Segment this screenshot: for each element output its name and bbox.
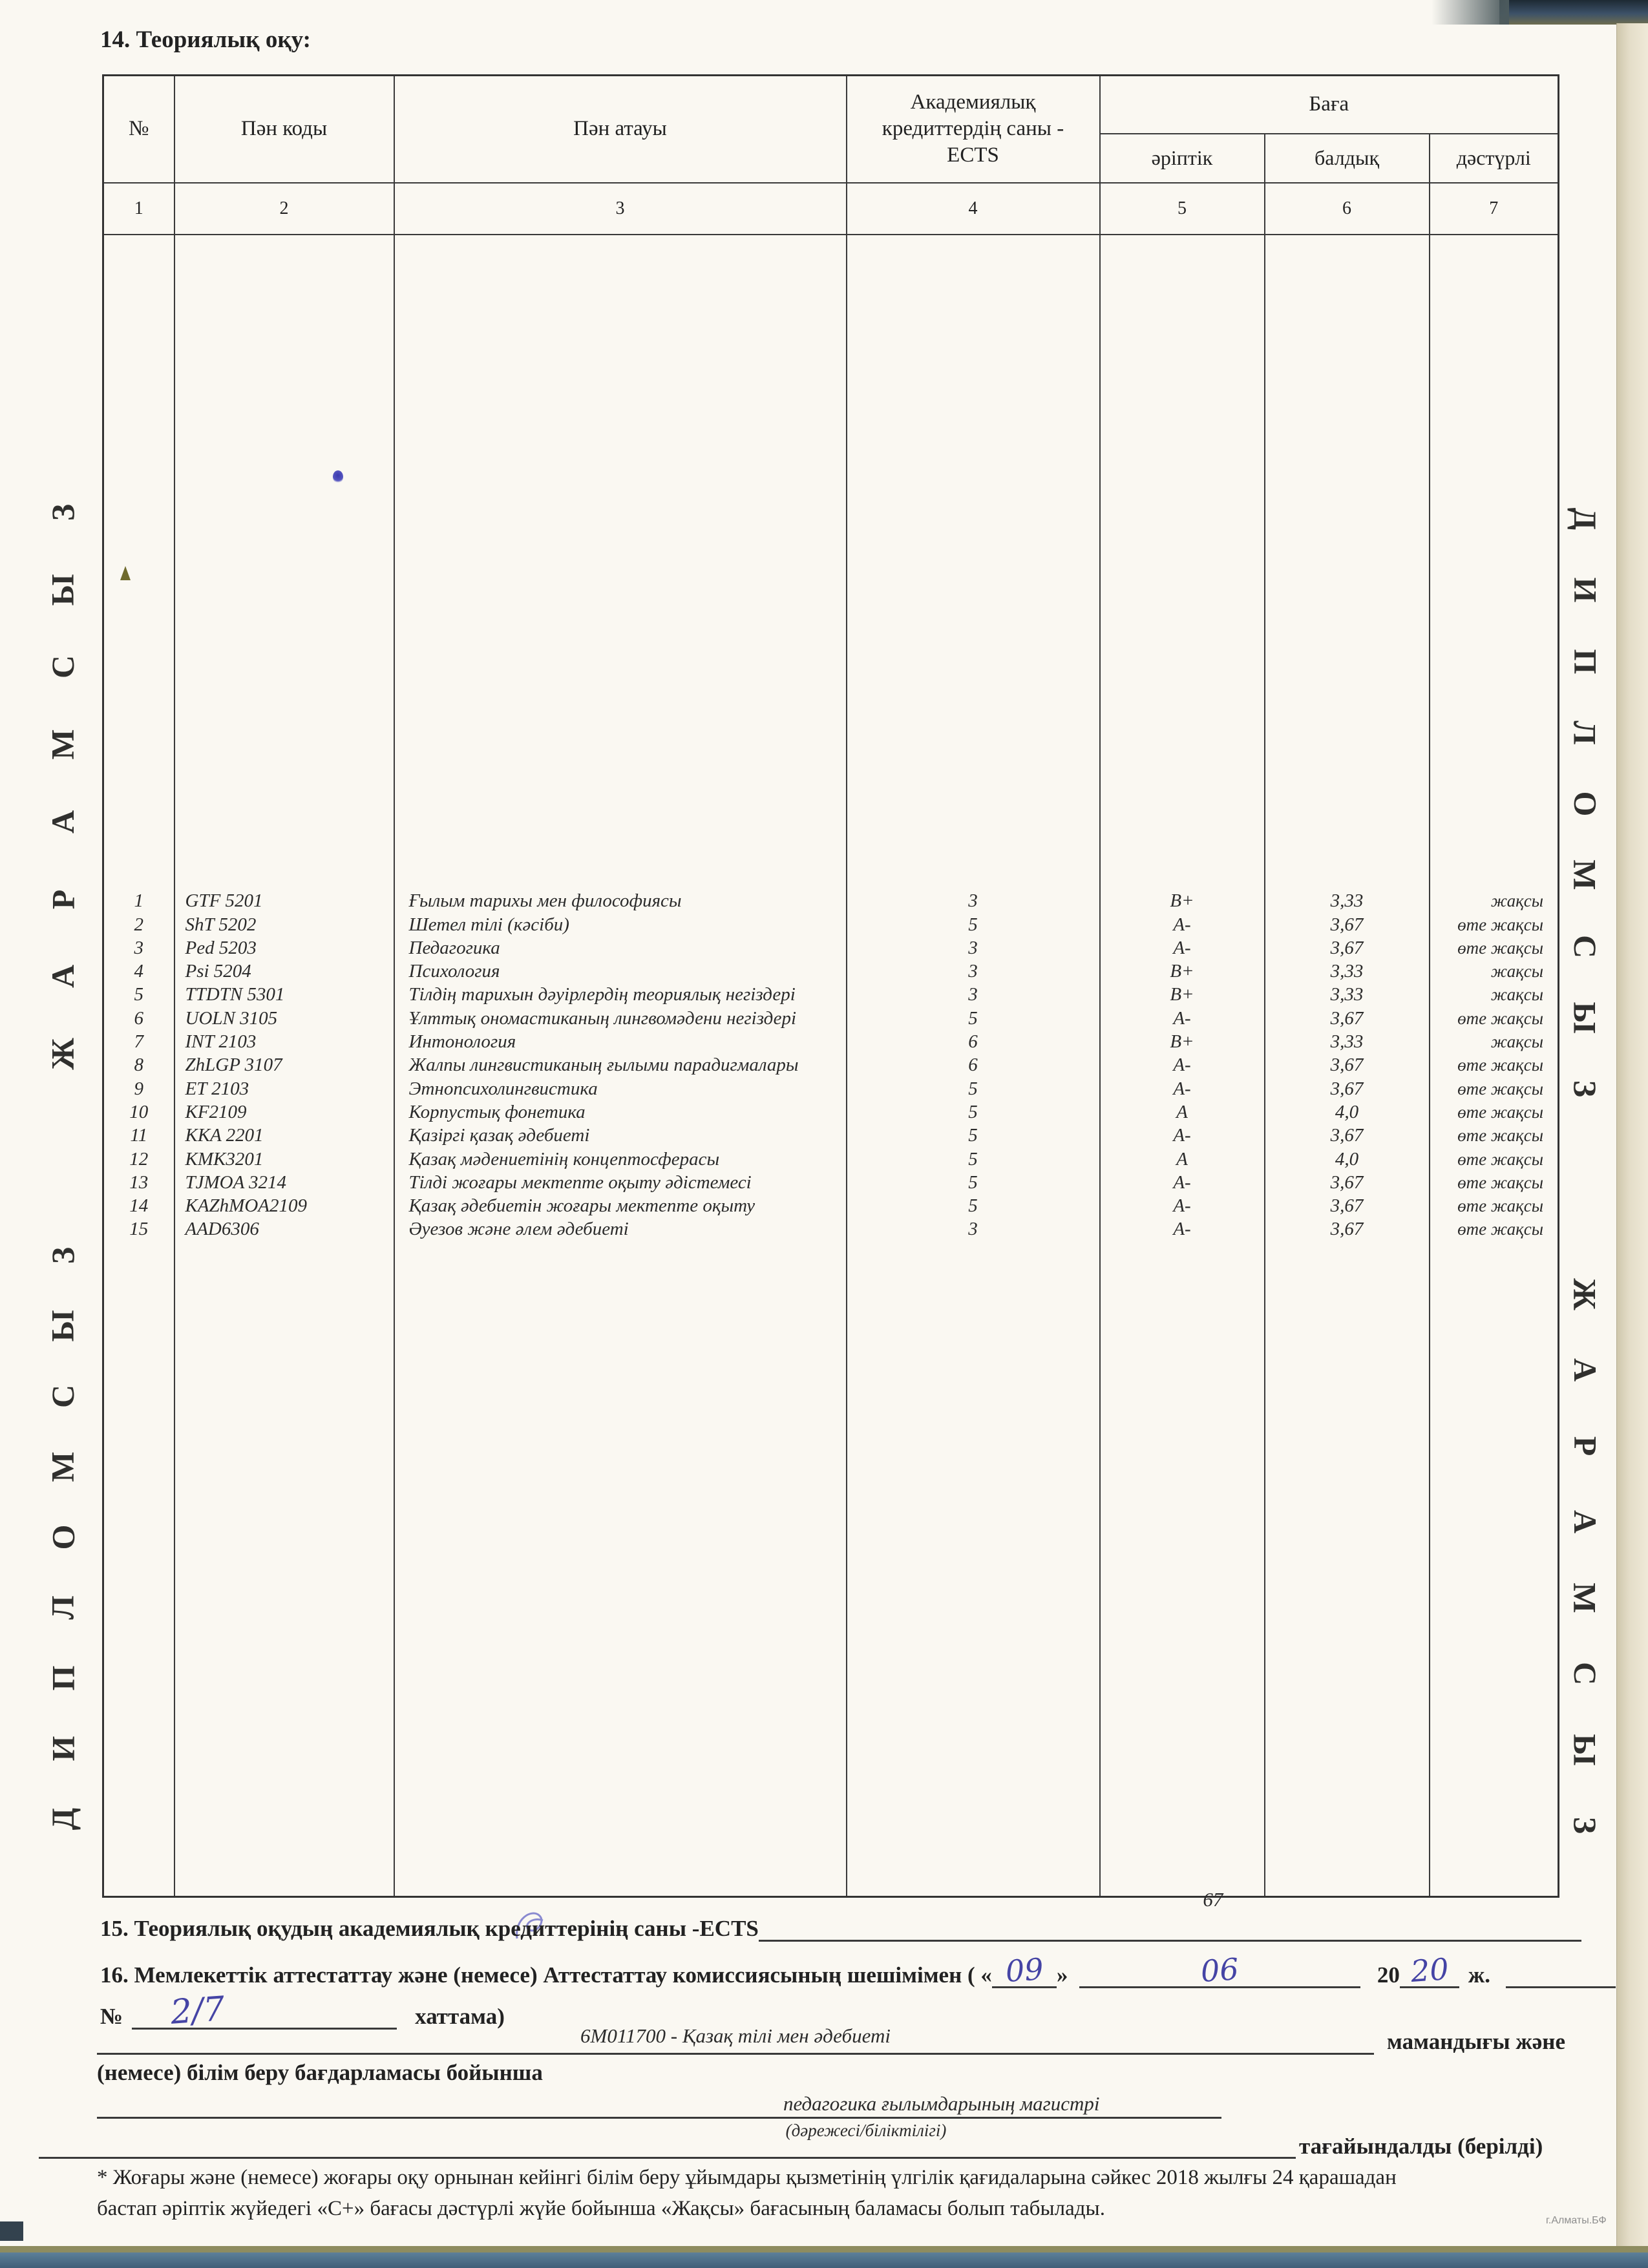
col-number: 3 xyxy=(394,183,847,235)
course-cell-traditional: өте жақсы xyxy=(1457,938,1544,958)
footnote-line2: бастап әріптік жүйедегі «С+» бағасы дәстүрлі жүйе бойынша «Жақсы» бағасының баламасы болып табылады. xyxy=(97,2197,1105,2220)
course-cell-letter: A- xyxy=(1173,914,1191,935)
course-cell-letter: A- xyxy=(1173,1171,1191,1193)
course-cell-code: KF2109 xyxy=(185,1101,247,1122)
watermark-letter: И xyxy=(45,1736,81,1761)
handwritten-day: 09 xyxy=(1004,1951,1044,1989)
course-cell-code: Psi 5204 xyxy=(185,961,251,982)
watermark-letter: А xyxy=(44,965,81,989)
course-cell-letter: A- xyxy=(1173,1078,1191,1099)
column-letter xyxy=(1100,235,1265,1897)
column-credits xyxy=(847,235,1100,1897)
course-cell-traditional: өте жақсы xyxy=(1457,1149,1544,1169)
course-cell-name: Қазақ мәдениетінің концептосферасы xyxy=(408,1148,720,1170)
course-cell-no: 4 xyxy=(134,961,143,982)
specialty-label: мамандығы және xyxy=(1387,2029,1565,2054)
watermark-letter: М xyxy=(1567,859,1603,890)
course-cell-credits: 5 xyxy=(968,914,978,935)
course-cell-letter: A- xyxy=(1173,1195,1191,1217)
course-cell-points: 4,0 xyxy=(1335,1148,1359,1170)
decision-day-line xyxy=(992,1953,1057,1988)
scan-artifact-right-edge xyxy=(1616,23,1648,2249)
course-cell-credits: 3 xyxy=(968,890,978,912)
course-cell-no: 5 xyxy=(134,984,143,1005)
course-cell-credits: 5 xyxy=(968,1148,978,1170)
col-number: 2 xyxy=(174,183,394,235)
scan-artifact-top-fade xyxy=(1431,0,1509,25)
course-cell-traditional: өте жақсы xyxy=(1457,1102,1544,1122)
ects-total-value: 67 xyxy=(1203,1888,1223,1911)
course-cell-name: Қазіргі қазақ әдебиеті xyxy=(408,1125,590,1146)
course-cell-traditional: жақсы xyxy=(1490,985,1544,1005)
watermark-letter: О xyxy=(1567,791,1603,817)
col-number: 5 xyxy=(1100,183,1265,235)
course-cell-no: 14 xyxy=(129,1195,149,1217)
course-cell-traditional: өте жақсы xyxy=(1457,1219,1544,1239)
scan-artifact-bottom-edge xyxy=(0,2252,1648,2268)
degree-text: педагогика ғылымдарының магистрі xyxy=(783,2092,1100,2115)
col-number: 1 xyxy=(103,183,174,235)
watermark-letter: Ы xyxy=(44,574,81,606)
course-cell-no: 7 xyxy=(134,1031,143,1053)
course-cell-credits: 6 xyxy=(968,1055,978,1076)
course-cell-traditional: жақсы xyxy=(1490,891,1544,911)
col-number: 4 xyxy=(847,183,1100,235)
watermark-letter: Ы xyxy=(1567,1002,1603,1034)
watermark-letter: А xyxy=(44,810,81,834)
course-cell-traditional: жақсы xyxy=(1490,1032,1544,1052)
course-cell-points: 3,67 xyxy=(1330,1195,1364,1217)
course-cell-traditional: өте жақсы xyxy=(1457,1172,1544,1192)
watermark-letter: Ы xyxy=(1567,1733,1603,1766)
watermark-letter: Л xyxy=(44,1595,81,1620)
course-cell-points: 3,33 xyxy=(1330,961,1364,982)
course-cell-code: TTDTN 5301 xyxy=(185,984,285,1005)
col-number: 6 xyxy=(1265,183,1430,235)
column-code xyxy=(174,235,394,1897)
course-cell-no: 8 xyxy=(134,1055,143,1076)
decision-month-line xyxy=(1079,1953,1360,1988)
course-cell-traditional: жақсы xyxy=(1490,961,1544,982)
trailing-line xyxy=(1506,1953,1616,1988)
watermark-letter: Ж xyxy=(1567,1278,1603,1310)
col-number: 7 xyxy=(1430,183,1559,235)
watermark-letter: Д xyxy=(1567,507,1603,530)
course-cell-letter: A xyxy=(1176,1101,1188,1122)
header-name: Пән атауы xyxy=(394,76,847,183)
course-cell-code: ET 2103 xyxy=(185,1078,249,1099)
watermark-letter: А xyxy=(1567,1510,1603,1534)
course-cell-no: 3 xyxy=(134,937,143,958)
course-cell-no: 13 xyxy=(129,1171,149,1193)
course-cell-points: 3,67 xyxy=(1330,1125,1364,1146)
course-cell-code: KAZhMOA2109 xyxy=(185,1195,307,1217)
course-cell-name: Шетел тілі (кәсіби) xyxy=(408,914,569,935)
course-cell-points: 3,67 xyxy=(1330,914,1364,935)
watermark-letter: С xyxy=(44,1384,81,1409)
watermark-letter: Р xyxy=(44,889,81,909)
course-cell-code: ShT 5202 xyxy=(185,914,257,935)
watermark-letter: З xyxy=(45,503,81,521)
column-name xyxy=(394,235,847,1897)
course-cell-points: 3,33 xyxy=(1330,984,1364,1005)
course-cell-no: 1 xyxy=(134,890,143,912)
watermark-letter: З xyxy=(45,1246,81,1265)
program-label: (немесе) білім беру бағдарламасы бойынша xyxy=(97,2060,543,2085)
footnote-line1: * Жоғары және (немесе) жоғары оқу орнынан кейінгі білім беру ұйымдары қызметінің үлгілік қағидаларына сәйкес 2018 жылғы 24 қарашадан xyxy=(97,2166,1397,2189)
scan-artifact-left-notch xyxy=(0,2221,23,2241)
course-cell-credits: 5 xyxy=(968,1101,978,1122)
course-cell-no: 2 xyxy=(134,914,143,935)
protocol-suffix: хаттама) xyxy=(415,2004,505,2029)
course-cell-traditional: өте жақсы xyxy=(1457,1126,1544,1146)
watermark-letter: М xyxy=(44,729,81,760)
course-cell-no: 6 xyxy=(134,1007,143,1029)
watermark-right-top xyxy=(1556,503,1614,1105)
course-cell-traditional: өте жақсы xyxy=(1457,1078,1544,1098)
column-points xyxy=(1265,235,1430,1897)
course-cell-points: 3,67 xyxy=(1330,1007,1364,1029)
watermark-letter: М xyxy=(1567,1582,1603,1613)
column-traditional xyxy=(1430,235,1559,1897)
course-cell-letter: B+ xyxy=(1170,890,1194,912)
degree-rule xyxy=(97,2092,1221,2119)
header-grade: Баға xyxy=(1100,76,1559,134)
course-cell-no: 12 xyxy=(129,1148,149,1170)
header-no: № xyxy=(103,76,174,183)
watermark-letter: И xyxy=(1567,577,1603,603)
course-cell-letter: A xyxy=(1176,1148,1188,1170)
course-cell-letter: B+ xyxy=(1170,1031,1194,1053)
watermark-letter: Ж xyxy=(44,1038,81,1070)
course-cell-credits: 3 xyxy=(968,984,978,1005)
watermark-letter: С xyxy=(44,655,81,679)
course-cell-credits: 5 xyxy=(968,1007,978,1029)
header-traditional: дәстүрлі xyxy=(1430,134,1559,183)
course-cell-code: ZhLGP 3107 xyxy=(185,1055,282,1076)
watermark-letter: З xyxy=(1567,1080,1603,1098)
course-cell-points: 3,33 xyxy=(1330,1031,1364,1053)
course-cell-name: Психология xyxy=(408,961,500,982)
course-cell-points: 3,67 xyxy=(1330,1171,1364,1193)
handwritten-protocol-no: 2/7 xyxy=(169,1990,226,2032)
course-cell-code: TJMOA 3214 xyxy=(185,1171,287,1193)
degree-caption: (дәрежесі/біліктілігі) xyxy=(785,2121,947,2140)
course-cell-name: Тілдің тарихын дәуірлердің теориялық негіздері xyxy=(408,984,796,1005)
course-cell-credits: 3 xyxy=(968,937,978,958)
watermark-letter: П xyxy=(45,1665,81,1691)
scan-artifact-top-edge xyxy=(1499,0,1648,25)
column-number-row xyxy=(103,183,1559,235)
course-cell-code: INT 2103 xyxy=(185,1031,257,1053)
year-prefix: 20 xyxy=(1377,1962,1400,1988)
watermark-letter: А xyxy=(1567,1358,1603,1382)
course-cell-points: 3,33 xyxy=(1330,890,1364,912)
ink-mark-row15 xyxy=(120,566,131,580)
course-cell-points: 3,67 xyxy=(1330,1219,1364,1240)
header-code: Пән коды xyxy=(174,76,394,183)
course-cell-credits: 5 xyxy=(968,1171,978,1193)
course-cell-code: KKA 2201 xyxy=(185,1125,264,1146)
watermark-left-bottom xyxy=(34,1239,92,1835)
course-cell-letter: A- xyxy=(1173,937,1191,958)
print-house-stamp: г.Алматы.БФ xyxy=(1546,2215,1607,2226)
course-cell-code: GTF 5201 xyxy=(185,890,263,912)
course-cell-credits: 5 xyxy=(968,1125,978,1146)
course-cell-credits: 3 xyxy=(968,961,978,982)
course-cell-name: Педагогика xyxy=(408,937,500,958)
watermark-letter: С xyxy=(1567,1662,1603,1686)
header-credits: Академиялық кредиттердің саны - ECTS xyxy=(847,76,1100,183)
specialty-code: 6М011700 - Қазақ тілі мен әдебиеті xyxy=(580,2024,891,2047)
watermark-left-top xyxy=(34,496,92,1070)
course-cell-letter: A- xyxy=(1173,1007,1191,1029)
course-cell-points: 3,67 xyxy=(1330,937,1364,958)
quote-close: » xyxy=(1056,1962,1068,1988)
watermark-letter: Д xyxy=(45,1807,81,1831)
table-body xyxy=(103,235,1559,1897)
watermark-letter: Ы xyxy=(44,1310,81,1342)
course-cell-no: 9 xyxy=(134,1078,143,1099)
assigned-label: тағайындалды (берілді) xyxy=(1299,2134,1543,2159)
course-cell-letter: A- xyxy=(1173,1125,1191,1146)
protocol-no-line xyxy=(132,1991,397,2030)
header-letter: әріптік xyxy=(1100,134,1265,183)
course-cell-no: 15 xyxy=(129,1219,149,1240)
course-cell-letter: A- xyxy=(1173,1219,1191,1240)
course-cell-no: 11 xyxy=(130,1125,148,1146)
section-title: 14. Теориялық оқу: xyxy=(100,26,311,53)
course-cell-name: Этнопсихолингвистика xyxy=(408,1078,598,1099)
course-cell-letter: B+ xyxy=(1170,984,1194,1005)
course-cell-code: KMK3201 xyxy=(185,1148,264,1170)
course-cell-no: 10 xyxy=(129,1101,149,1122)
watermark-letter: М xyxy=(44,1451,81,1482)
course-cell-name: Жалпы лингвистиканың ғылыми парадигмалары xyxy=(408,1055,799,1076)
course-cell-points: 3,67 xyxy=(1330,1078,1364,1099)
ects-total-line xyxy=(759,1888,1581,1942)
decision-year-line xyxy=(1400,1953,1459,1988)
column-no xyxy=(103,235,174,1897)
specialty-code-line-rule xyxy=(97,2026,1374,2055)
course-cell-traditional: өте жақсы xyxy=(1457,1008,1544,1028)
course-cell-name: Интонология xyxy=(408,1031,516,1053)
course-cell-code: AAD6306 xyxy=(185,1219,259,1240)
course-cell-name: Қазақ әдебиетін жоғары мектепте оқыту xyxy=(408,1195,755,1217)
course-cell-code: Ped 5203 xyxy=(185,937,257,958)
ects-total-label: 15. Теориялық оқудың академиялық кредиттерінің саны -ECTS xyxy=(100,1916,759,1941)
course-cell-points: 4,0 xyxy=(1335,1101,1359,1122)
course-cell-traditional: өте жақсы xyxy=(1457,1055,1544,1075)
watermark-letter: О xyxy=(45,1524,81,1550)
course-cell-name: Корпустық фонетика xyxy=(408,1101,586,1122)
assigned-rule xyxy=(39,2130,1296,2159)
header-points: балдық xyxy=(1265,134,1430,183)
protocol-no-label: № xyxy=(100,2004,123,2029)
year-suffix: ж. xyxy=(1468,1962,1490,1988)
course-cell-letter: A- xyxy=(1173,1055,1191,1076)
watermark-letter: П xyxy=(1567,649,1603,674)
course-cell-credits: 3 xyxy=(968,1219,978,1240)
course-cell-name: Әуезов және әлем әдебиеті xyxy=(408,1219,629,1240)
course-cell-points: 3,67 xyxy=(1330,1055,1364,1076)
watermark-letter: Л xyxy=(1567,720,1603,745)
course-cell-credits: 5 xyxy=(968,1078,978,1099)
watermark-letter: Р xyxy=(1567,1436,1603,1456)
course-cell-traditional: өте жақсы xyxy=(1457,914,1544,934)
course-cell-credits: 5 xyxy=(968,1195,978,1217)
ink-mark-row13 xyxy=(333,470,343,483)
watermark-letter: С xyxy=(1567,934,1603,958)
course-cell-name: Ұлттық ономастиканың лингвомәдени негіздері xyxy=(408,1007,797,1029)
watermark-right-bottom xyxy=(1556,1278,1614,1842)
commission-decision-label: 16. Мемлекеттік аттестаттау және (немесе) Аттестаттау комиссиясының шешімімен ( « xyxy=(100,1962,992,1988)
course-cell-traditional: өте жақсы xyxy=(1457,1196,1544,1216)
courses-table xyxy=(102,74,1559,1898)
course-cell-name: Тілді жоғары мектепте оқыту әдістемесі xyxy=(408,1171,752,1193)
course-cell-code: UOLN 3105 xyxy=(185,1007,278,1029)
course-cell-letter: B+ xyxy=(1170,961,1194,982)
course-cell-name: Ғылым тарихы мен философиясы xyxy=(408,890,682,912)
course-cell-credits: 6 xyxy=(968,1031,978,1053)
handwritten-month: 06 xyxy=(1199,1951,1240,1989)
watermark-letter: З xyxy=(1567,1816,1603,1834)
handwritten-year: 20 xyxy=(1409,1951,1450,1989)
